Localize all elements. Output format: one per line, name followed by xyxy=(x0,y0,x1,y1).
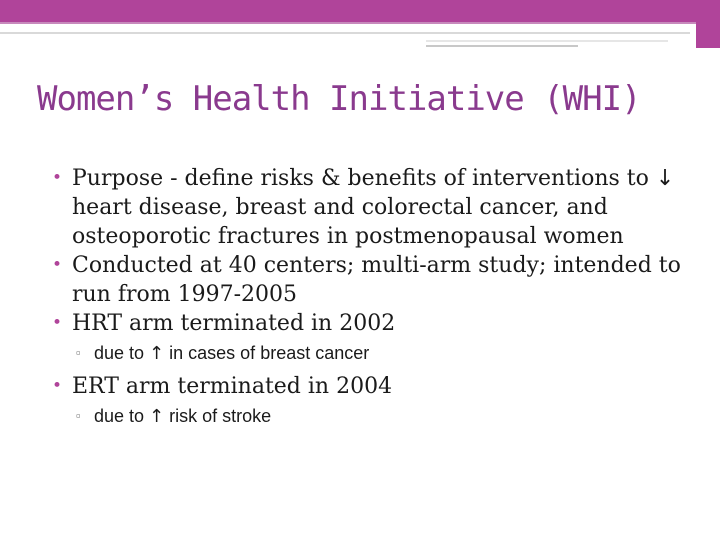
top-accent-shadow xyxy=(0,22,720,24)
up-arrow-icon: ↑ xyxy=(149,406,165,427)
bullet-icon: • xyxy=(52,376,63,396)
bullet-list xyxy=(52,164,697,435)
bullet-ert xyxy=(52,372,697,401)
bullet-conducted xyxy=(52,251,697,309)
bullet-text: HRT arm terminated in 2002 xyxy=(72,311,396,336)
down-arrow-icon: ↓ xyxy=(655,166,675,191)
bullet-icon: • xyxy=(52,168,63,188)
bullet-icon: • xyxy=(52,313,63,333)
bullet-text: ERT arm terminated in 2004 xyxy=(72,374,393,399)
top-accent-bar xyxy=(0,0,720,22)
decorative-line xyxy=(426,40,668,42)
sub-bullet-text: due to xyxy=(94,406,150,426)
bullet-icon: • xyxy=(52,255,63,275)
sub-bullet-text: in cases of breast cancer xyxy=(164,343,370,363)
corner-accent-block xyxy=(696,0,720,48)
sub-bullet-ert-reason xyxy=(52,405,697,428)
bullet-purpose xyxy=(52,164,697,251)
sub-bullet-text: due to xyxy=(94,343,150,363)
bullet-text: heart disease, breast and colorectal cancer, and osteoporotic fractures in postmenopausal women xyxy=(72,195,624,249)
decorative-line xyxy=(0,32,690,34)
bullet-text: Conducted at 40 centers; multi-arm study; intended to run from 1997-2005 xyxy=(72,253,681,307)
sub-bullet-icon: ▫ xyxy=(76,408,81,423)
sub-bullet-text: risk of stroke xyxy=(164,406,272,426)
sub-bullet-icon: ▫ xyxy=(76,345,81,360)
bullet-hrt xyxy=(52,309,697,338)
sub-bullet-hrt-reason xyxy=(52,342,697,365)
decorative-line xyxy=(426,45,578,47)
up-arrow-icon: ↑ xyxy=(149,343,165,364)
bullet-text: Purpose - define risks & benefits of interventions to xyxy=(72,166,656,191)
slide-title: Women’s Health Initiative (WHI) xyxy=(37,79,641,119)
